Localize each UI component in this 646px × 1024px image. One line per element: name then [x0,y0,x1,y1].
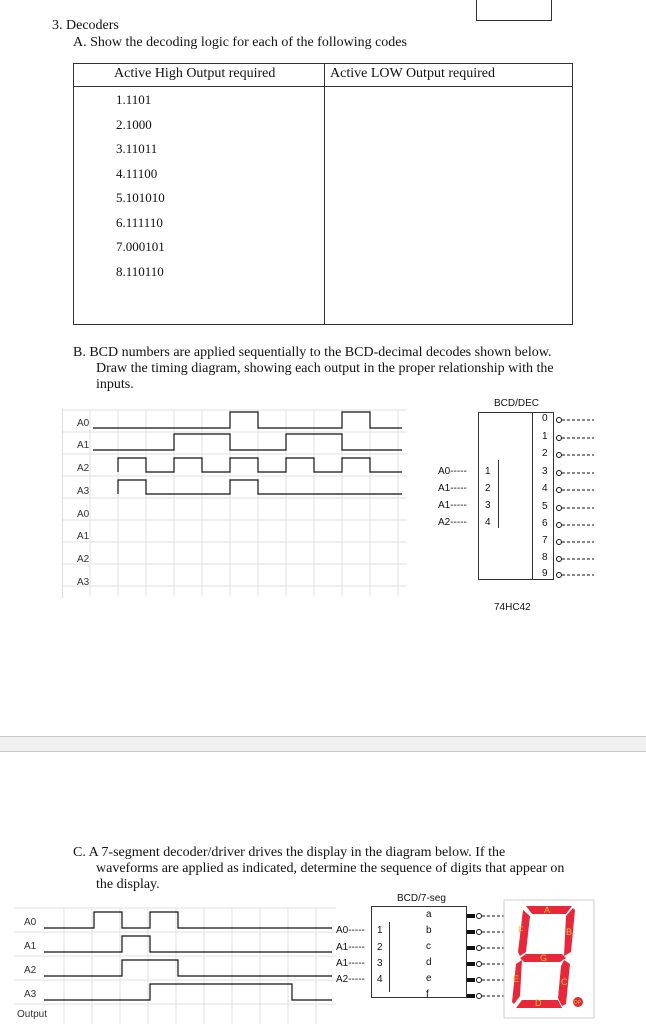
chip-input-label: A0----- [438,466,467,477]
question-3-heading: 3. Decoders [52,18,119,33]
table-header-active-high: Active High Output required [114,66,276,81]
timing-diagram-c [14,906,336,1024]
chip-output-number: 8 [542,552,548,563]
chip-pin: 4 [485,517,491,528]
chip-output-letter: c [426,941,431,952]
part-c-line3: the display. [96,877,160,892]
signal-label: Output [16,1009,48,1020]
segment-label: C [561,977,568,987]
part-c-line2: waveforms are applied as indicated, determine the sequence of digits that appear on [96,861,565,876]
chip-pin: 4 [377,974,383,985]
chip-output-letter: a [426,909,432,920]
waveform-a0 [44,912,332,928]
segment-label: B [566,927,573,937]
signal-label: A2 [77,463,90,474]
signal-label: A2 [24,965,37,976]
chip-input-label: A1----- [438,500,467,511]
segment-label: DP [574,1000,581,1006]
chip-pin: 1 [377,925,383,936]
waveform-a2 [93,434,402,450]
chip-pin: 2 [377,942,383,953]
chip-output-number: 0 [542,413,548,424]
chip-output-letter: e [426,973,432,984]
chip-title-bcd-7seg: BCD/7-seg [397,893,446,904]
code-item: 1.1101 [116,92,152,107]
waveform-a1 [44,936,332,952]
part-b-line1: B. BCD numbers are applied sequentially to the BCD-decimal decodes shown below. [73,345,552,360]
chip-title-bcd-dec: BCD/DEC [494,398,540,409]
part-c-line1: C. A 7-segment decoder/driver drives the display in the diagram below. If the [73,845,506,860]
part-b-line2: Draw the timing diagram, showing each output in the proper relationship with the [96,361,554,376]
chip-output-number: 1 [542,431,548,442]
decoding-table [73,63,573,325]
waveform-a3 [93,412,402,428]
chip-input-label: A0----- [336,925,365,936]
code-item: 2.1000 [116,117,152,132]
seven-segment-display [502,898,596,1020]
chip-pin: 1 [485,466,491,477]
chip-output-number: 6 [542,518,548,529]
chip-input-label: A2----- [336,974,365,985]
signal-label: A3 [77,486,90,497]
chip-pin: 3 [485,500,491,511]
code-item: 5.101010 [116,190,165,205]
waveform-a2 [44,960,332,976]
signal-label: A3 [24,989,37,1000]
waveform-a3 [44,984,332,1000]
chip-output-letter: d [426,957,432,968]
part-b-line3: inputs. [96,377,134,392]
timing-diagram-b [62,408,407,598]
code-item: 3.11011 [116,141,158,156]
chip-output-bubbles [554,412,599,582]
signal-label: A1 [24,941,37,952]
segment-label: A [544,905,551,915]
signal-label: A3 [77,577,90,588]
segment-label: E [513,974,520,984]
table-header-active-low: Active LOW Output required [330,66,495,81]
chip-output-number: 4 [542,483,548,494]
chip-output-number: 3 [542,466,548,477]
signal-label: A0 [24,917,37,928]
chip-output-letter: b [426,925,432,936]
chip-pin: 3 [377,958,383,969]
signal-label: A0 [77,509,90,520]
code-item: 4.11100 [116,166,158,181]
chip-output-number: 9 [542,568,548,579]
chip-input-label: A2----- [438,517,467,528]
segment-label: F [518,925,524,935]
chip-input-label: A1----- [438,483,467,494]
chip-input-label: A1----- [336,942,365,953]
signal-label: A2 [77,554,90,565]
part-a-instruction: A. Show the decoding logic for each of the following codes [73,35,407,50]
chip-part-number: 74HC42 [494,602,531,613]
waveform-a0 [118,480,402,494]
segment-label: G [540,953,548,963]
code-item: 6.111110 [116,215,163,230]
cropped-box [476,0,552,21]
page-divider [0,736,646,752]
chip-pin: 2 [485,483,491,494]
chip-output-number: 5 [542,501,548,512]
chip-output-letter: f [426,989,429,1000]
signal-label: A0 [77,418,90,429]
chip-input-label: A1----- [336,958,365,969]
waveform-a1 [118,458,402,472]
code-item: 7.000101 [116,239,165,254]
signal-label: A1 [77,531,90,542]
chip-output-number: 2 [542,448,548,459]
segment-label: D [535,998,542,1008]
chip-output-number: 7 [542,535,548,546]
code-item: 8.110110 [116,264,164,279]
signal-label: A1 [77,440,90,451]
